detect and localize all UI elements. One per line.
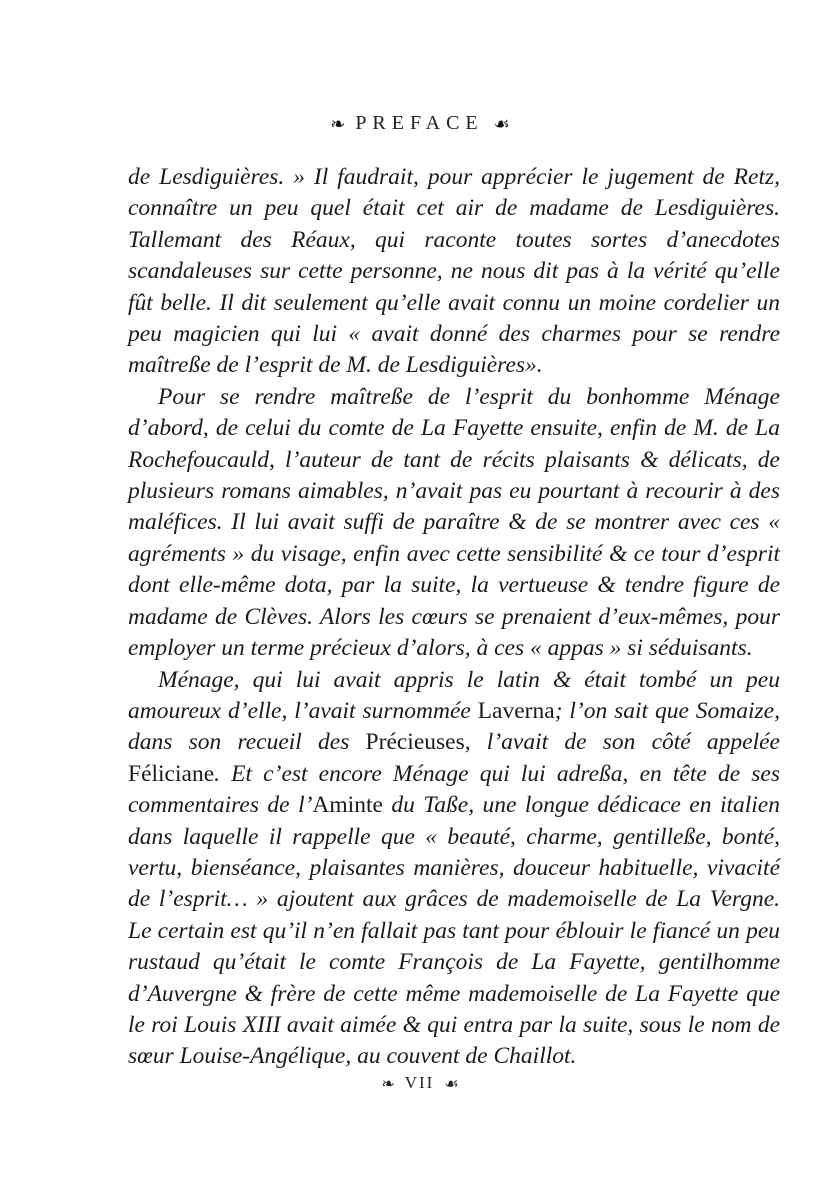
term-laverna: Laverna: [477, 697, 555, 724]
page-number: VII: [404, 1073, 435, 1092]
paragraph-3-part-b: ; l’on sait que Somaize, dans son recueil des: [128, 697, 780, 756]
header-ornament-right-icon: ☙: [493, 113, 510, 134]
paragraph-1: de Lesdiguières. » Il faudrait, pour apprécier le jugement de Retz, connaître un peu quel était cet air de madame de Lesdiguières. Tallemant des Réaux, qui raconte toutes sortes d’anecdotes scandaleuses sur cette personne, ne nous dit pas à la vérité qu’elle fût belle. Il dit seulement qu’elle avait connu un moine cordelier un peu magicien qui lui « avait donné des charmes pour se rendre maîtreße de l’esprit de M. de Lesdiguières».: [128, 164, 780, 379]
running-header: [0, 112, 840, 135]
footer-ornament-left-icon: ❧: [381, 1076, 395, 1094]
header-ornament-left-icon: ❧: [330, 113, 346, 134]
paragraph-3-part-a: Ménage, qui lui avait appris le latin & était tombé un peu amoureux d’elle, l’avait surnommée: [128, 666, 780, 724]
term-feliciane: Féliciane: [128, 760, 215, 787]
header-title: PREFACE: [355, 112, 484, 134]
paragraph-3-part-d: . Et c’est encore Ménage qui lui adreßa, en tête de ses commentaires de l’: [128, 760, 780, 819]
body-text: [128, 162, 780, 1073]
page-footer: [0, 1073, 840, 1094]
term-aminte: Aminte: [312, 792, 383, 819]
paragraph-3-part-c: , l’avait de son côté appelée: [464, 729, 780, 756]
term-precieuses: Précieuses: [365, 729, 465, 756]
paragraph-3-part-e: du Taße, une longue dédicace en italien dans laquelle il rappelle que « beauté, charme, gentilleße, bonté, vertu, bienséance, plaisantes manières, douceur habituelle, vivacité de l’esprit… » ajoutent aux grâces de mademoiselle de La Vergne. Le certain est qu’il n’en fallait pas tant pour éblouir le fiancé un peu rustaud qu’était le comte François de La Fayette, gentilhomme d’Auvergne & frère de cette même mademoiselle de La Fayette que le roi Louis XIII avait aimée & qui entra par la suite, sous le nom de sœur Louise-Angélique, au couvent de Chaillot.: [128, 792, 780, 1070]
paragraph-2: Pour se rendre maîtreße de l’esprit du bonhomme Ménage d’abord, de celui du comte de La Fayette ensuite, enfin de M. de La Rochefoucauld, l’auteur de tant de récits plaisants & délicats, de plusieurs romans aimables, n’avait pas eu pourtant à recourir à des maléfices. Il lui avait suffi de paraître & de se montrer avec ces « agréments » du visage, enfin avec cette sensibilité & ce tour d’esprit dont elle-même dota, par la suite, la vertueuse & tendre figure de madame de Clèves. Alors les cœurs se prenaient d’eux-mêmes, pour employer un terme précieux d’alors, à ces « appas » si séduisants.: [128, 383, 780, 662]
footer-ornament-right-icon: ☙: [444, 1076, 459, 1094]
paragraph-3: [128, 665, 780, 1073]
